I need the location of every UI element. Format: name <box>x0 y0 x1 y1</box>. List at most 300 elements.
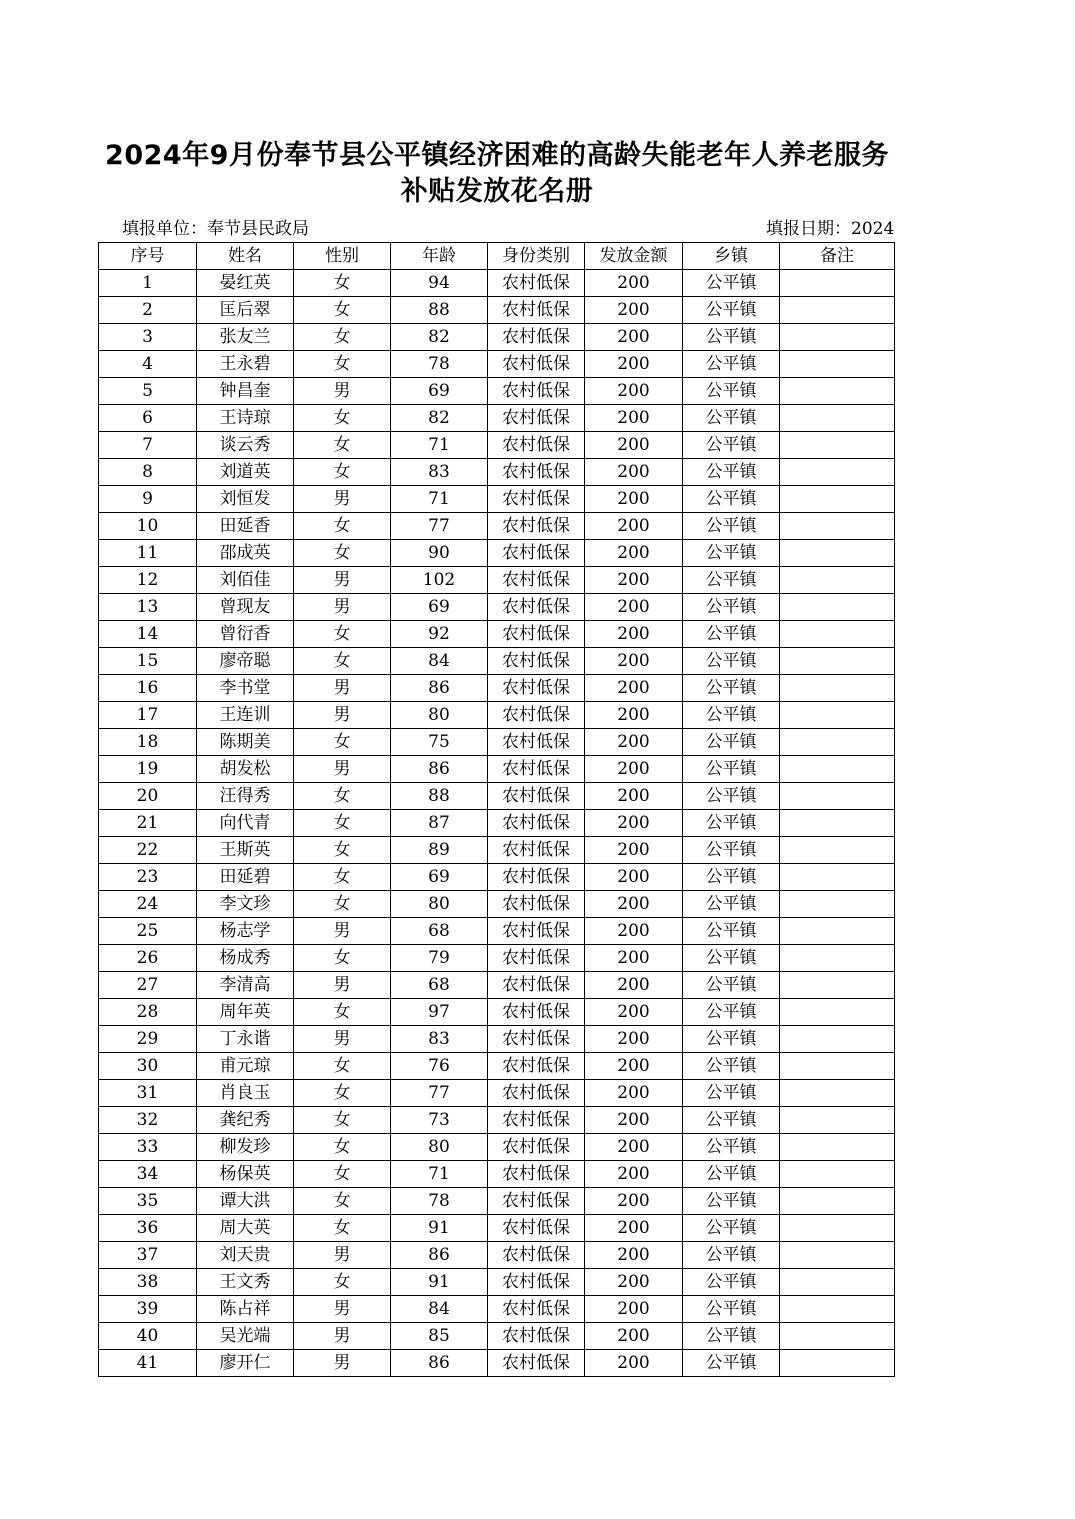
col-town-cell: 公平镇 <box>683 1026 780 1053</box>
col-category-cell: 农村低保 <box>488 999 585 1026</box>
col-index-cell: 2 <box>99 297 197 324</box>
col-gender-cell: 男 <box>294 567 391 594</box>
col-category-cell: 农村低保 <box>488 621 585 648</box>
col-category-cell: 农村低保 <box>488 1215 585 1242</box>
col-gender-cell: 女 <box>294 648 391 675</box>
col-gender-cell: 男 <box>294 1323 391 1350</box>
col-amount-cell: 200 <box>585 270 683 297</box>
col-category-cell: 农村低保 <box>488 1161 585 1188</box>
col-name-cell: 晏红英 <box>197 270 294 297</box>
col-name-cell: 刘佰佳 <box>197 567 294 594</box>
col-amount-cell: 200 <box>585 918 683 945</box>
table-row <box>99 540 895 567</box>
roster-table <box>98 242 895 1377</box>
col-name-cell: 刘天贵 <box>197 1242 294 1269</box>
col-index-cell: 21 <box>99 810 197 837</box>
col-age-cell: 80 <box>391 1134 488 1161</box>
table-row <box>99 945 895 972</box>
col-index-cell: 17 <box>99 702 197 729</box>
col-name-cell: 廖帝聪 <box>197 648 294 675</box>
col-amount-cell: 200 <box>585 1350 683 1377</box>
col-index-cell: 22 <box>99 837 197 864</box>
col-name-cell: 匡后翠 <box>197 297 294 324</box>
col-remark-cell <box>780 1269 895 1296</box>
col-remark-cell <box>780 648 895 675</box>
table-row <box>99 648 895 675</box>
col-name-cell: 李书堂 <box>197 675 294 702</box>
col-index-cell: 28 <box>99 999 197 1026</box>
table-row <box>99 621 895 648</box>
col-amount-cell: 200 <box>585 1053 683 1080</box>
col-gender-cell: 男 <box>294 675 391 702</box>
col-gender-cell: 女 <box>294 432 391 459</box>
col-gender-cell: 女 <box>294 405 391 432</box>
col-index-cell: 41 <box>99 1350 197 1377</box>
col-index-cell: 4 <box>99 351 197 378</box>
col-remark-cell <box>780 945 895 972</box>
col-age-cell: 90 <box>391 540 488 567</box>
col-age-cell: 102 <box>391 567 488 594</box>
col-index-cell: 1 <box>99 270 197 297</box>
col-gender-cell: 女 <box>294 945 391 972</box>
table-row <box>99 1080 895 1107</box>
col-index-cell: 34 <box>99 1161 197 1188</box>
col-age-cell: 86 <box>391 675 488 702</box>
table-row <box>99 702 895 729</box>
table-row <box>99 1134 895 1161</box>
col-category-cell: 农村低保 <box>488 594 585 621</box>
table-row <box>99 1242 895 1269</box>
table-row <box>99 1107 895 1134</box>
col-age-cell: 83 <box>391 1026 488 1053</box>
col-remark-cell <box>780 1161 895 1188</box>
col-age-cell: 84 <box>391 648 488 675</box>
col-town-cell: 公平镇 <box>683 297 780 324</box>
col-amount-cell: 200 <box>585 1107 683 1134</box>
table-row <box>99 432 895 459</box>
col-index-cell: 12 <box>99 567 197 594</box>
col-gender-cell: 女 <box>294 1134 391 1161</box>
table-row <box>99 567 895 594</box>
col-remark-cell <box>780 972 895 999</box>
col-gender-cell: 女 <box>294 297 391 324</box>
col-gender-cell: 女 <box>294 1080 391 1107</box>
col-category-cell: 农村低保 <box>488 540 585 567</box>
col-age-cell: 82 <box>391 324 488 351</box>
col-age-cell: 79 <box>391 945 488 972</box>
col-index-cell: 32 <box>99 1107 197 1134</box>
col-town-cell: 公平镇 <box>683 1242 780 1269</box>
col-remark-cell <box>780 621 895 648</box>
col-index-cell: 15 <box>99 648 197 675</box>
col-town-cell: 公平镇 <box>683 459 780 486</box>
document-title: 2024年9月份奉节县公平镇经济困难的高龄失能老年人养老服务补贴发放花名册 <box>105 140 889 207</box>
col-town-cell: 公平镇 <box>683 648 780 675</box>
col-name-cell: 李清高 <box>197 972 294 999</box>
col-amount-cell: 200 <box>585 621 683 648</box>
col-remark-cell <box>780 1296 895 1323</box>
col-remark-cell <box>780 1026 895 1053</box>
col-age-cell: 92 <box>391 621 488 648</box>
col-index-cell: 3 <box>99 324 197 351</box>
col-age-cell: 77 <box>391 1080 488 1107</box>
col-gender-cell: 男 <box>294 972 391 999</box>
table-row <box>99 756 895 783</box>
col-age-cell: 71 <box>391 486 488 513</box>
col-index-cell: 18 <box>99 729 197 756</box>
col-name-cell: 甫元琼 <box>197 1053 294 1080</box>
col-amount-cell: 200 <box>585 1080 683 1107</box>
col-gender-cell: 女 <box>294 621 391 648</box>
col-category-cell: 农村低保 <box>488 1296 585 1323</box>
col-town-cell: 公平镇 <box>683 837 780 864</box>
col-gender-cell: 女 <box>294 351 391 378</box>
table-row <box>99 270 895 297</box>
col-name-cell: 邵成英 <box>197 540 294 567</box>
col-age-cell: 77 <box>391 513 488 540</box>
col-age-cell: 84 <box>391 1296 488 1323</box>
fill-date: 填报日期：2024 <box>766 219 895 239</box>
col-age-cell: 69 <box>391 594 488 621</box>
table-row <box>99 513 895 540</box>
col-gender-cell: 女 <box>294 540 391 567</box>
col-category-cell: 农村低保 <box>488 648 585 675</box>
col-remark-cell <box>780 567 895 594</box>
table-row <box>99 297 895 324</box>
table-row <box>99 351 895 378</box>
col-remark-cell <box>780 405 895 432</box>
col-gender-cell: 男 <box>294 1350 391 1377</box>
table-row <box>99 972 895 999</box>
table-row <box>99 1215 895 1242</box>
col-index-cell: 40 <box>99 1323 197 1350</box>
col-amount-cell: 200 <box>585 405 683 432</box>
header-col-gender: 性别 <box>294 243 391 270</box>
col-age-cell: 76 <box>391 1053 488 1080</box>
col-gender-cell: 女 <box>294 1269 391 1296</box>
col-age-cell: 80 <box>391 702 488 729</box>
col-index-cell: 24 <box>99 891 197 918</box>
table-row <box>99 675 895 702</box>
col-age-cell: 68 <box>391 918 488 945</box>
col-amount-cell: 200 <box>585 1134 683 1161</box>
col-town-cell: 公平镇 <box>683 1269 780 1296</box>
col-index-cell: 35 <box>99 1188 197 1215</box>
col-index-cell: 9 <box>99 486 197 513</box>
col-age-cell: 88 <box>391 783 488 810</box>
header-col-amount: 发放金额 <box>585 243 683 270</box>
col-gender-cell: 男 <box>294 378 391 405</box>
col-category-cell: 农村低保 <box>488 1134 585 1161</box>
col-gender-cell: 女 <box>294 999 391 1026</box>
col-index-cell: 7 <box>99 432 197 459</box>
col-index-cell: 19 <box>99 756 197 783</box>
col-remark-cell <box>780 297 895 324</box>
col-gender-cell: 女 <box>294 1107 391 1134</box>
col-category-cell: 农村低保 <box>488 1323 585 1350</box>
col-name-cell: 王诗琼 <box>197 405 294 432</box>
col-town-cell: 公平镇 <box>683 756 780 783</box>
col-category-cell: 农村低保 <box>488 378 585 405</box>
col-town-cell: 公平镇 <box>683 1350 780 1377</box>
col-town-cell: 公平镇 <box>683 729 780 756</box>
col-amount-cell: 200 <box>585 864 683 891</box>
col-age-cell: 82 <box>391 405 488 432</box>
col-amount-cell: 200 <box>585 378 683 405</box>
col-category-cell: 农村低保 <box>488 783 585 810</box>
col-town-cell: 公平镇 <box>683 513 780 540</box>
header-col-index: 序号 <box>99 243 197 270</box>
col-category-cell: 农村低保 <box>488 864 585 891</box>
col-age-cell: 71 <box>391 1161 488 1188</box>
col-town-cell: 公平镇 <box>683 567 780 594</box>
col-category-cell: 农村低保 <box>488 891 585 918</box>
col-remark-cell <box>780 1242 895 1269</box>
col-category-cell: 农村低保 <box>488 1188 585 1215</box>
col-category-cell: 农村低保 <box>488 1080 585 1107</box>
col-amount-cell: 200 <box>585 1323 683 1350</box>
col-gender-cell: 男 <box>294 702 391 729</box>
col-town-cell: 公平镇 <box>683 675 780 702</box>
col-amount-cell: 200 <box>585 486 683 513</box>
col-category-cell: 农村低保 <box>488 972 585 999</box>
col-age-cell: 83 <box>391 459 488 486</box>
col-age-cell: 78 <box>391 351 488 378</box>
col-category-cell: 农村低保 <box>488 486 585 513</box>
col-age-cell: 78 <box>391 1188 488 1215</box>
col-category-cell: 农村低保 <box>488 1053 585 1080</box>
col-name-cell: 汪得秀 <box>197 783 294 810</box>
col-amount-cell: 200 <box>585 1215 683 1242</box>
col-amount-cell: 200 <box>585 648 683 675</box>
col-index-cell: 11 <box>99 540 197 567</box>
col-gender-cell: 女 <box>294 729 391 756</box>
col-remark-cell <box>780 1188 895 1215</box>
col-remark-cell <box>780 1350 895 1377</box>
col-amount-cell: 200 <box>585 945 683 972</box>
col-town-cell: 公平镇 <box>683 405 780 432</box>
col-category-cell: 农村低保 <box>488 1242 585 1269</box>
col-gender-cell: 女 <box>294 864 391 891</box>
col-town-cell: 公平镇 <box>683 945 780 972</box>
col-gender-cell: 女 <box>294 324 391 351</box>
col-remark-cell <box>780 351 895 378</box>
col-age-cell: 89 <box>391 837 488 864</box>
col-town-cell: 公平镇 <box>683 621 780 648</box>
col-gender-cell: 女 <box>294 459 391 486</box>
col-index-cell: 31 <box>99 1080 197 1107</box>
col-category-cell: 农村低保 <box>488 1350 585 1377</box>
col-amount-cell: 200 <box>585 540 683 567</box>
col-gender-cell: 女 <box>294 810 391 837</box>
col-name-cell: 吴光端 <box>197 1323 294 1350</box>
header-col-town: 乡镇 <box>683 243 780 270</box>
col-gender-cell: 男 <box>294 756 391 783</box>
col-gender-cell: 女 <box>294 1215 391 1242</box>
col-town-cell: 公平镇 <box>683 783 780 810</box>
col-remark-cell <box>780 864 895 891</box>
col-index-cell: 26 <box>99 945 197 972</box>
col-amount-cell: 200 <box>585 756 683 783</box>
col-town-cell: 公平镇 <box>683 270 780 297</box>
col-name-cell: 谈云秀 <box>197 432 294 459</box>
col-amount-cell: 200 <box>585 351 683 378</box>
col-name-cell: 胡发松 <box>197 756 294 783</box>
col-name-cell: 张友兰 <box>197 324 294 351</box>
col-name-cell: 田延香 <box>197 513 294 540</box>
col-name-cell: 周大英 <box>197 1215 294 1242</box>
col-remark-cell <box>780 810 895 837</box>
col-amount-cell: 200 <box>585 1296 683 1323</box>
col-age-cell: 73 <box>391 1107 488 1134</box>
col-amount-cell: 200 <box>585 702 683 729</box>
col-name-cell: 李文珍 <box>197 891 294 918</box>
col-name-cell: 王斯英 <box>197 837 294 864</box>
col-town-cell: 公平镇 <box>683 864 780 891</box>
col-name-cell: 周年英 <box>197 999 294 1026</box>
col-category-cell: 农村低保 <box>488 324 585 351</box>
col-town-cell: 公平镇 <box>683 810 780 837</box>
col-remark-cell <box>780 1107 895 1134</box>
col-amount-cell: 200 <box>585 837 683 864</box>
col-town-cell: 公平镇 <box>683 378 780 405</box>
col-amount-cell: 200 <box>585 324 683 351</box>
col-remark-cell <box>780 540 895 567</box>
col-index-cell: 16 <box>99 675 197 702</box>
table-row <box>99 1026 895 1053</box>
col-index-cell: 8 <box>99 459 197 486</box>
col-amount-cell: 200 <box>585 891 683 918</box>
col-category-cell: 农村低保 <box>488 567 585 594</box>
col-name-cell: 杨保英 <box>197 1161 294 1188</box>
col-name-cell: 肖良玉 <box>197 1080 294 1107</box>
col-index-cell: 36 <box>99 1215 197 1242</box>
col-amount-cell: 200 <box>585 459 683 486</box>
col-category-cell: 农村低保 <box>488 810 585 837</box>
table-row <box>99 1296 895 1323</box>
col-town-cell: 公平镇 <box>683 1107 780 1134</box>
col-category-cell: 农村低保 <box>488 675 585 702</box>
col-amount-cell: 200 <box>585 297 683 324</box>
col-age-cell: 86 <box>391 1242 488 1269</box>
col-age-cell: 69 <box>391 864 488 891</box>
col-town-cell: 公平镇 <box>683 891 780 918</box>
table-row <box>99 405 895 432</box>
table-row <box>99 891 895 918</box>
col-age-cell: 85 <box>391 1323 488 1350</box>
table-row <box>99 729 895 756</box>
col-category-cell: 农村低保 <box>488 297 585 324</box>
table-row <box>99 1161 895 1188</box>
col-amount-cell: 200 <box>585 1026 683 1053</box>
col-category-cell: 农村低保 <box>488 405 585 432</box>
table-row <box>99 783 895 810</box>
col-amount-cell: 200 <box>585 729 683 756</box>
col-name-cell: 杨成秀 <box>197 945 294 972</box>
header-col-age: 年龄 <box>391 243 488 270</box>
header-col-remark: 备注 <box>780 243 895 270</box>
col-gender-cell: 男 <box>294 486 391 513</box>
col-category-cell: 农村低保 <box>488 837 585 864</box>
table-row <box>99 378 895 405</box>
col-age-cell: 88 <box>391 297 488 324</box>
col-remark-cell <box>780 324 895 351</box>
col-age-cell: 97 <box>391 999 488 1026</box>
col-town-cell: 公平镇 <box>683 702 780 729</box>
col-category-cell: 农村低保 <box>488 945 585 972</box>
col-remark-cell <box>780 1215 895 1242</box>
col-name-cell: 王文秀 <box>197 1269 294 1296</box>
col-gender-cell: 女 <box>294 837 391 864</box>
col-amount-cell: 200 <box>585 999 683 1026</box>
col-town-cell: 公平镇 <box>683 324 780 351</box>
col-category-cell: 农村低保 <box>488 432 585 459</box>
col-gender-cell: 女 <box>294 1188 391 1215</box>
col-age-cell: 69 <box>391 378 488 405</box>
col-town-cell: 公平镇 <box>683 1161 780 1188</box>
col-index-cell: 39 <box>99 1296 197 1323</box>
col-index-cell: 20 <box>99 783 197 810</box>
col-category-cell: 农村低保 <box>488 513 585 540</box>
col-remark-cell <box>780 432 895 459</box>
col-town-cell: 公平镇 <box>683 918 780 945</box>
table-row <box>99 1269 895 1296</box>
col-gender-cell: 男 <box>294 594 391 621</box>
col-town-cell: 公平镇 <box>683 1080 780 1107</box>
col-name-cell: 王永碧 <box>197 351 294 378</box>
col-age-cell: 91 <box>391 1215 488 1242</box>
col-category-cell: 农村低保 <box>488 756 585 783</box>
col-town-cell: 公平镇 <box>683 486 780 513</box>
col-amount-cell: 200 <box>585 783 683 810</box>
col-town-cell: 公平镇 <box>683 432 780 459</box>
col-name-cell: 陈占祥 <box>197 1296 294 1323</box>
col-name-cell: 田延碧 <box>197 864 294 891</box>
col-age-cell: 87 <box>391 810 488 837</box>
col-index-cell: 5 <box>99 378 197 405</box>
col-amount-cell: 200 <box>585 972 683 999</box>
col-amount-cell: 200 <box>585 675 683 702</box>
col-amount-cell: 200 <box>585 1161 683 1188</box>
col-remark-cell <box>780 459 895 486</box>
col-index-cell: 25 <box>99 918 197 945</box>
col-town-cell: 公平镇 <box>683 1215 780 1242</box>
col-age-cell: 94 <box>391 270 488 297</box>
col-age-cell: 91 <box>391 1269 488 1296</box>
col-name-cell: 曾现友 <box>197 594 294 621</box>
col-remark-cell <box>780 270 895 297</box>
col-gender-cell: 男 <box>294 1296 391 1323</box>
col-category-cell: 农村低保 <box>488 1026 585 1053</box>
col-town-cell: 公平镇 <box>683 351 780 378</box>
col-category-cell: 农村低保 <box>488 729 585 756</box>
col-gender-cell: 男 <box>294 1026 391 1053</box>
col-town-cell: 公平镇 <box>683 999 780 1026</box>
col-remark-cell <box>780 1053 895 1080</box>
col-age-cell: 68 <box>391 972 488 999</box>
col-amount-cell: 200 <box>585 1188 683 1215</box>
col-gender-cell: 女 <box>294 1161 391 1188</box>
col-amount-cell: 200 <box>585 513 683 540</box>
col-gender-cell: 女 <box>294 891 391 918</box>
col-age-cell: 80 <box>391 891 488 918</box>
col-index-cell: 30 <box>99 1053 197 1080</box>
col-amount-cell: 200 <box>585 1269 683 1296</box>
col-amount-cell: 200 <box>585 1242 683 1269</box>
header-col-category: 身份类别 <box>488 243 585 270</box>
col-town-cell: 公平镇 <box>683 972 780 999</box>
col-name-cell: 廖开仁 <box>197 1350 294 1377</box>
